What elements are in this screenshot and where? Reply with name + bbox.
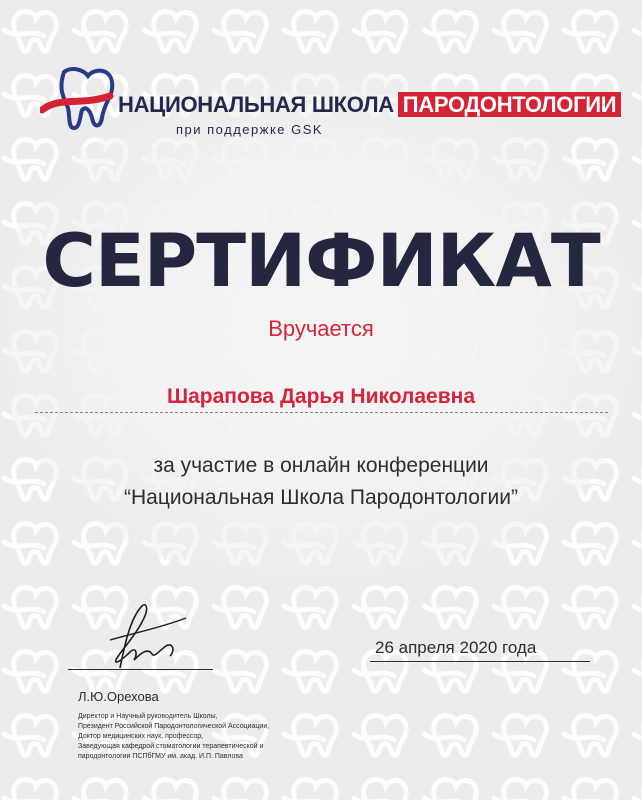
- signer-desc-line: пародонтологии ПСПбГМУ им. акад. И.П. Павлова: [78, 753, 243, 760]
- participation-line-1: за участие в онлайн конференции: [153, 454, 489, 477]
- recipient-name: Шарапова Дарья Николаевна: [167, 385, 475, 408]
- signature-icon: [90, 598, 190, 678]
- school-name-part1: НАЦИОНАЛЬНАЯ ШКОЛА: [118, 92, 394, 117]
- signer-description: [78, 712, 378, 762]
- signer-desc-line: Директор и Научный руководитель Школы,: [78, 713, 218, 720]
- signer-desc-line: Доктор медицинских наук, профессор,: [78, 733, 204, 740]
- signer-desc-line: Президент Российской Пародонтологической Ассоциации,: [78, 723, 270, 730]
- signature-line: [68, 669, 213, 670]
- tooth-logo-icon: [40, 66, 120, 136]
- conference-date: 26 апреля 2020 года: [375, 638, 537, 657]
- school-logo: [40, 66, 630, 146]
- signer-name: Л.Ю.Орехова: [78, 689, 159, 704]
- school-name: [118, 92, 621, 118]
- school-name-part2: ПАРОДОНТОЛОГИИ: [398, 92, 621, 117]
- recipient-underline: [35, 412, 608, 413]
- participation-text: [0, 450, 642, 514]
- awarded-label: Вручается: [268, 316, 374, 341]
- certificate-title: СЕРТИФИКАТ: [42, 219, 600, 304]
- school-subtitle: при поддержке GSK: [176, 122, 324, 137]
- participation-line-2: “Национальная Школа Пародонтологии”: [124, 486, 518, 509]
- signer-desc-line: Заведующая кафедрой стоматологии терапевтической и: [78, 743, 264, 750]
- date-underline: [370, 661, 590, 662]
